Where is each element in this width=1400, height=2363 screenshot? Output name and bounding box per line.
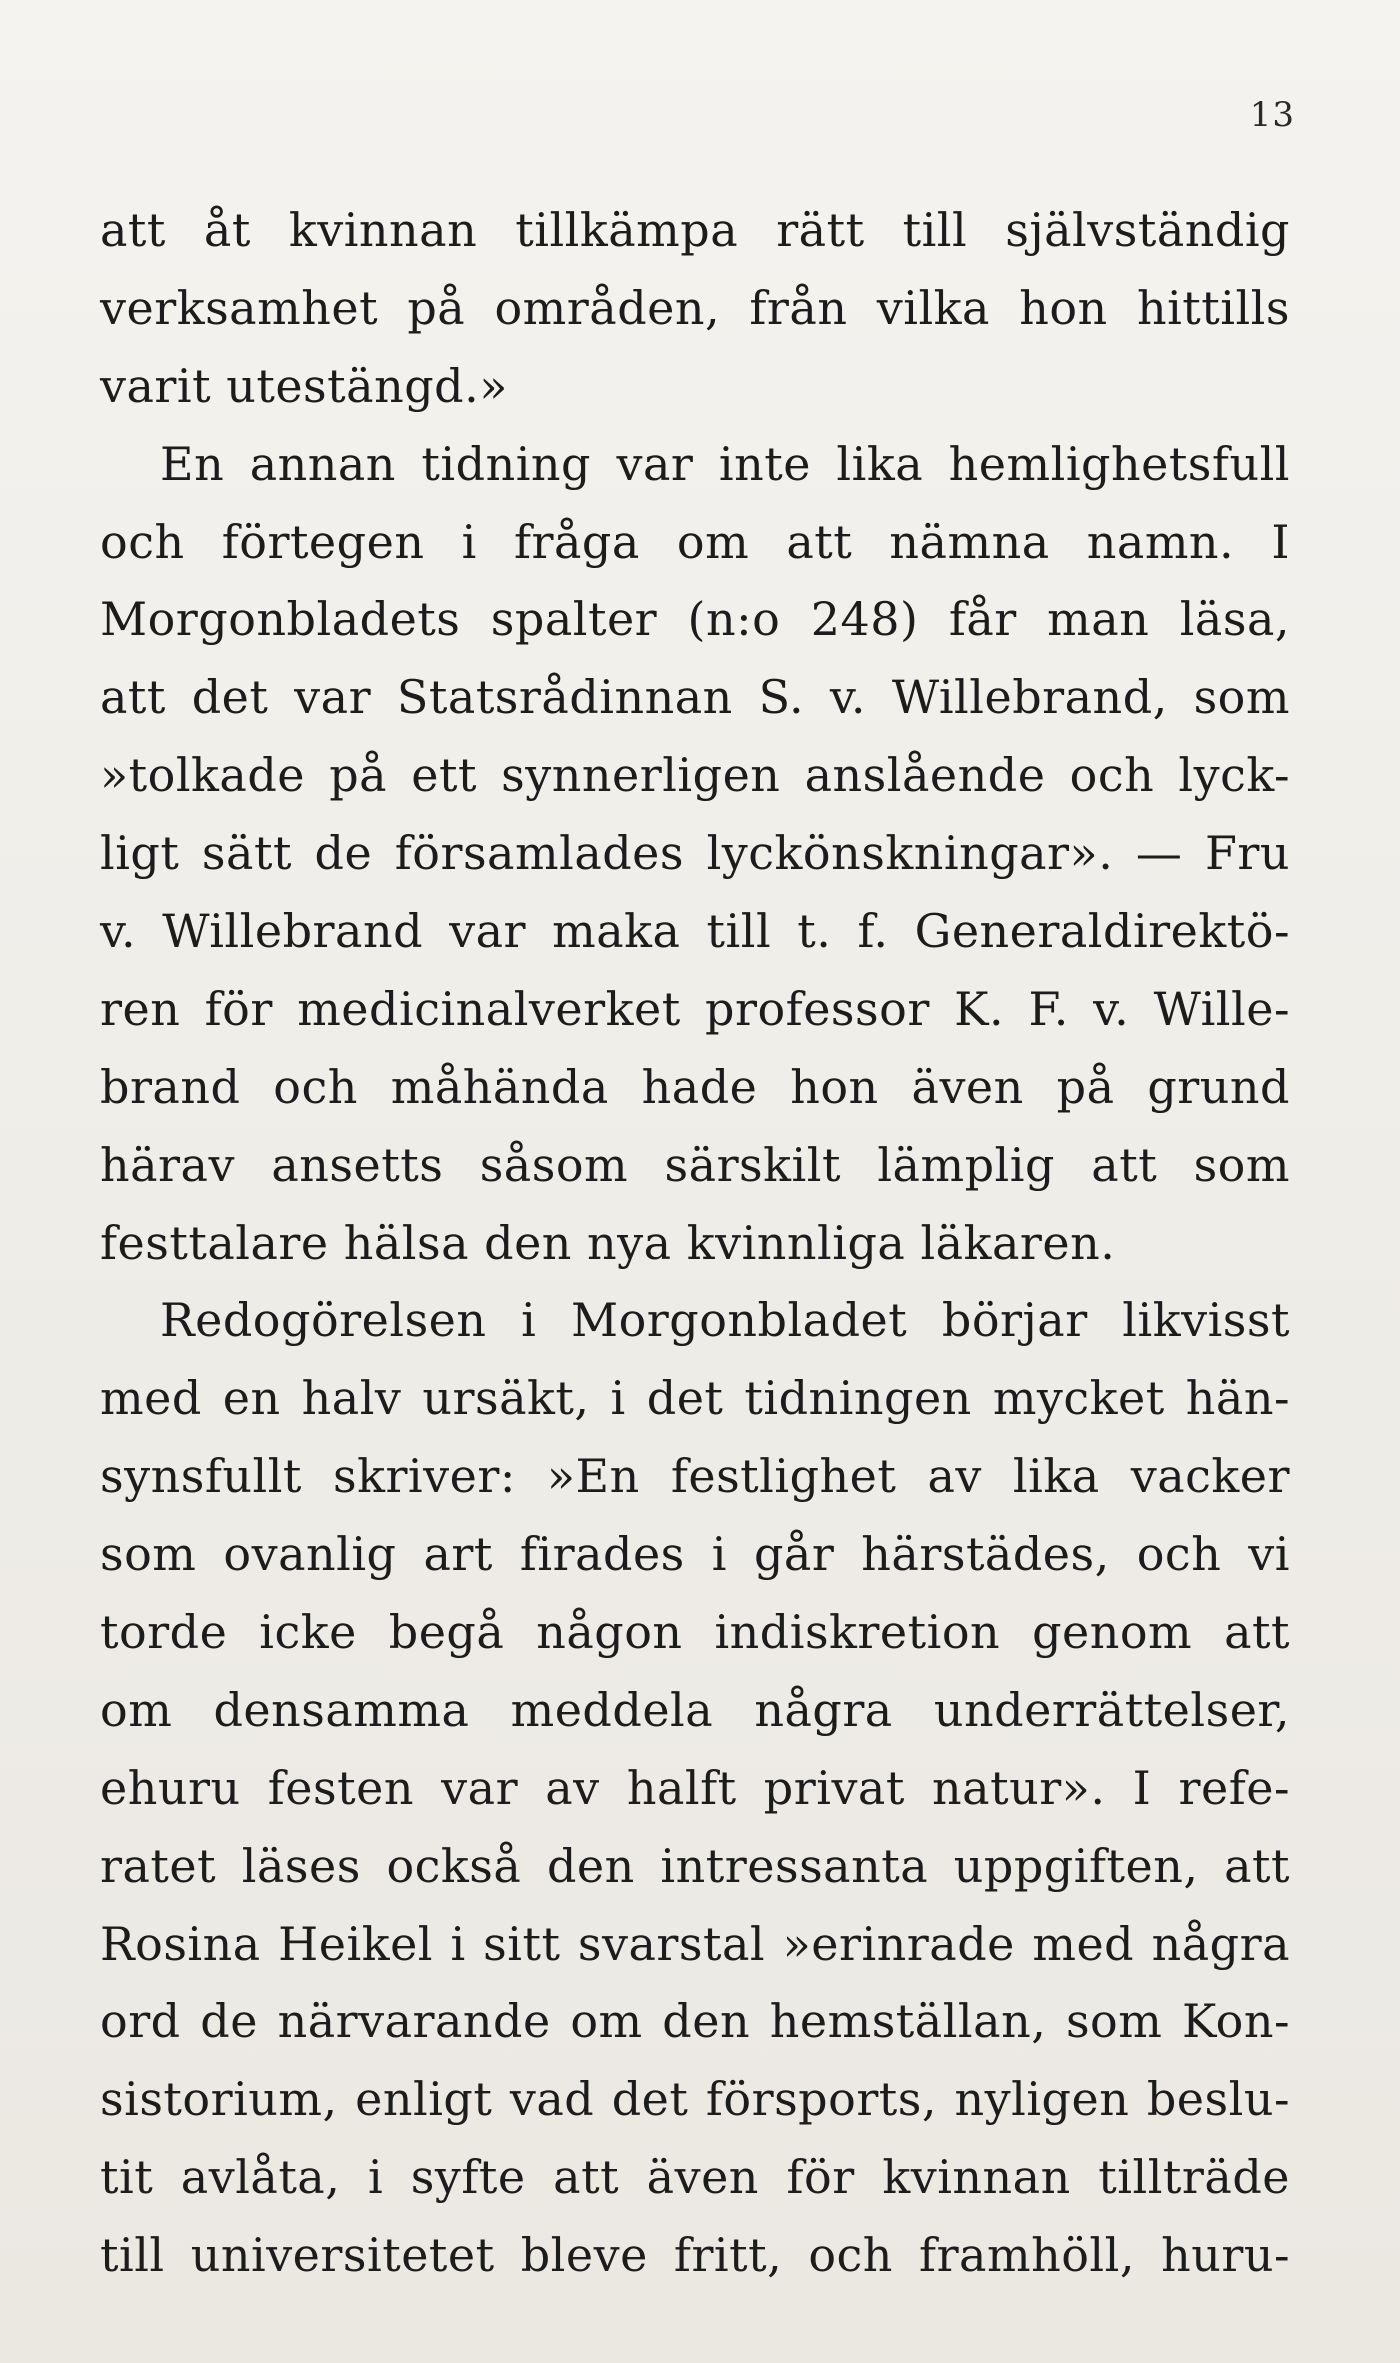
text-line: att åt kvinnan tillkämpa rätt till självständig bbox=[100, 203, 1290, 257]
text-line: ren för medicinalverket professor K. F. v. Wille- bbox=[100, 981, 1290, 1036]
text-line: festtalare hälsa den nya kvinnliga läkaren. bbox=[100, 1215, 1116, 1270]
text-line: torde icke begå någon indiskretion genom att bbox=[100, 1605, 1290, 1660]
text-line: som ovanlig art firades i går härstädes, och vi bbox=[100, 1527, 1290, 1582]
text-line: ord de närvarande om den hemställan, som Kon- bbox=[100, 1994, 1290, 2049]
text-line: »tolkade på ett synnerligen anslående och lyck- bbox=[100, 748, 1290, 803]
text-line: v. Willebrand var maka till t. f. Generaldirektö- bbox=[100, 904, 1290, 959]
text-line: ratet läses också den intressanta uppgiften, att bbox=[100, 1838, 1290, 1893]
text-line: ehuru festen var av halft privat natur». I refe- bbox=[100, 1760, 1290, 1815]
text-line: brand och måhända hade hon även på grund bbox=[100, 1059, 1290, 1114]
text-line: tit avlåta, i syfte att även för kvinnan tillträde bbox=[100, 2150, 1290, 2205]
text-line: sistorium, enligt vad det försports, nyligen beslu- bbox=[100, 2072, 1290, 2127]
text-line: att det var Statsrådinnan S. v. Willebrand, som bbox=[100, 670, 1290, 725]
text-line: härav ansetts såsom särskilt lämplig att som bbox=[100, 1137, 1290, 1192]
text-line: Morgonbladets spalter (n:o 248) får man läsa, bbox=[100, 592, 1290, 647]
text-line: Rosina Heikel i sitt svarstal »erinrade med några bbox=[100, 1916, 1290, 1971]
text-line: ligt sätt de församlades lyckönskningar». — Fru bbox=[100, 826, 1290, 881]
text-line: till universitetet bleve fritt, och framhöll, huru- bbox=[100, 2228, 1290, 2283]
text-line: varit utestängd.» bbox=[100, 358, 508, 413]
text-line: synsfullt skriver: »En festlighet av lika vacker bbox=[100, 1449, 1290, 1504]
text-line: verksamhet på områden, från vilka hon hittills bbox=[100, 280, 1290, 335]
page-number: 13 bbox=[1249, 95, 1295, 135]
text-line: och förtegen i fråga om att nämna namn. I bbox=[100, 514, 1290, 569]
text-line: En annan tidning var inte lika hemlighetsfull bbox=[160, 436, 1290, 491]
text-line: om densamma meddela några underrättelser, bbox=[100, 1682, 1290, 1737]
text-line: med en halv ursäkt, i det tidningen mycket hän- bbox=[100, 1371, 1290, 1426]
text-line: Redogörelsen i Morgonbladet börjar likvisst bbox=[160, 1293, 1290, 1348]
body-text bbox=[100, 192, 1290, 2295]
